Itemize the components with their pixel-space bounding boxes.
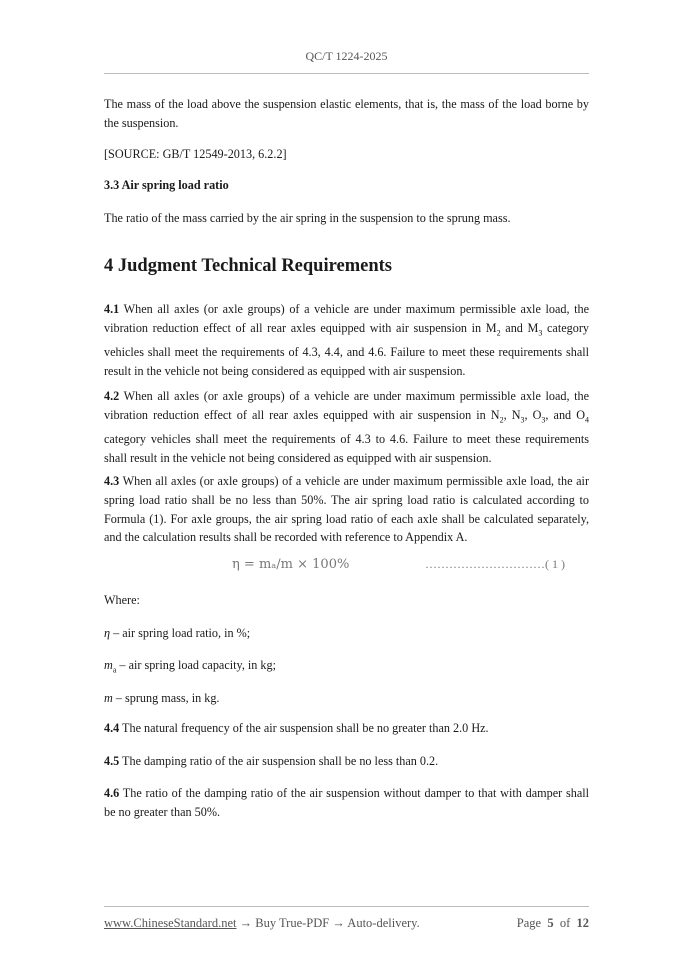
clause-text: The ratio of the damping ratio of the air suspension without damper to that with damper shall be no greater than 50%. — [104, 786, 589, 819]
page-label: Page — [516, 916, 542, 930]
footer-divider — [104, 906, 589, 907]
clause-4-6 — [104, 784, 589, 822]
page-footer — [104, 916, 589, 931]
website-link[interactable]: www.ChineseStandard.net — [104, 916, 237, 930]
clause-text: category vehicles shall meet the requirements of 4.3 to 4.6. Failure to meet these requirements shall result in the vehicle not being considered as equipped with air suspension. — [104, 432, 589, 465]
subscript: 3 — [541, 415, 546, 425]
footer-text: → Buy True-PDF → Auto-delivery. — [236, 916, 420, 930]
clause-text: When all axles (or axle groups) of a vehicle are under maximum permissible axle load, the air spring load ratio shall be no less than 50%. The air spring load ratio is calculated according to Formula (1). For axle groups, the air spring load ratio of each axle shall be calculated separately, and the calculation results shall be recorded with reference to Appendix A. — [104, 474, 589, 545]
symbol: m — [104, 658, 113, 672]
clause-text: and M — [500, 320, 539, 335]
where-label: Where: — [104, 593, 140, 607]
clause-4-3 — [104, 472, 589, 547]
clause-text: , and O — [545, 407, 585, 422]
document-header: QC/T 1224-2025 — [305, 49, 388, 63]
source-reference: [SOURCE: GB/T 12549-2013, 6.2.2] — [104, 147, 287, 161]
definition: – air spring load capacity, in kg; — [116, 658, 277, 672]
clause-4-1 — [104, 300, 589, 381]
clause-number: 4.6 — [104, 786, 120, 800]
clause-text: , O — [524, 407, 542, 422]
symbol: m — [104, 691, 113, 705]
clause-number: 4.2 — [104, 389, 120, 403]
subscript: 2 — [496, 328, 501, 338]
page-indicator — [517, 916, 589, 931]
clause-4-5 — [104, 752, 589, 771]
subscript: 3 — [520, 415, 525, 425]
clause-number: 4.1 — [104, 302, 120, 316]
section-3-3-text: The ratio of the mass carried by the air spring in the suspension to the sprung mass. — [104, 211, 511, 225]
clause-text: When all axles (or axle groups) of a vehicle are under maximum permissible axle load, the vibration reduction effect of all rear axles equipped with air suspension in N — [104, 389, 589, 422]
clause-text: , N — [503, 407, 521, 422]
clause-4-2 — [104, 387, 589, 468]
variable-eta — [104, 624, 589, 643]
definition: – air spring load ratio, in %; — [110, 626, 251, 640]
section-3-3-title: 3.3 Air spring load ratio — [104, 178, 229, 192]
current-page: 5 — [547, 916, 554, 930]
symbol: η — [104, 626, 111, 640]
total-pages: 12 — [576, 916, 589, 930]
equation-number: …………………………( 1 ) — [425, 557, 565, 571]
section-4-heading: 4 Judgment Technical Requirements — [104, 256, 392, 276]
subscript: a — [112, 665, 117, 675]
subscript: 3 — [538, 328, 543, 338]
clause-4-4 — [104, 719, 589, 738]
clause-text: When all axles (or axle groups) of a vehicle are under maximum permissible axle load, the vibration reduction effect of all rear axles equipped with air suspension in M — [104, 302, 589, 335]
formula-1: η = mₐ/m × 100% — [232, 557, 350, 572]
clause-number: 4.5 — [104, 754, 120, 768]
subscript: 2 — [499, 415, 504, 425]
variable-m — [104, 689, 589, 708]
clause-number: 4.4 — [104, 721, 120, 735]
of-label: of — [559, 916, 571, 930]
variable-ma — [104, 656, 589, 680]
clause-text: The natural frequency of the air suspension shall be no greater than 2.0 Hz. — [119, 721, 489, 735]
definition-text: The mass of the load above the suspension elastic elements, that is, the mass of the load borne by the suspension. — [104, 97, 589, 130]
header-divider — [104, 73, 589, 74]
clause-text: The damping ratio of the air suspension shall be no less than 0.2. — [119, 754, 439, 768]
clause-text: category vehicles shall meet the requirements of 4.3, 4.4, and 4.6. Failure to meet these requirements shall result in the vehicle not being considered as equipped with air suspension. — [104, 320, 589, 378]
clause-number: 4.3 — [104, 474, 120, 488]
subscript: 4 — [585, 415, 589, 425]
definition: – sprung mass, in kg. — [112, 691, 220, 705]
